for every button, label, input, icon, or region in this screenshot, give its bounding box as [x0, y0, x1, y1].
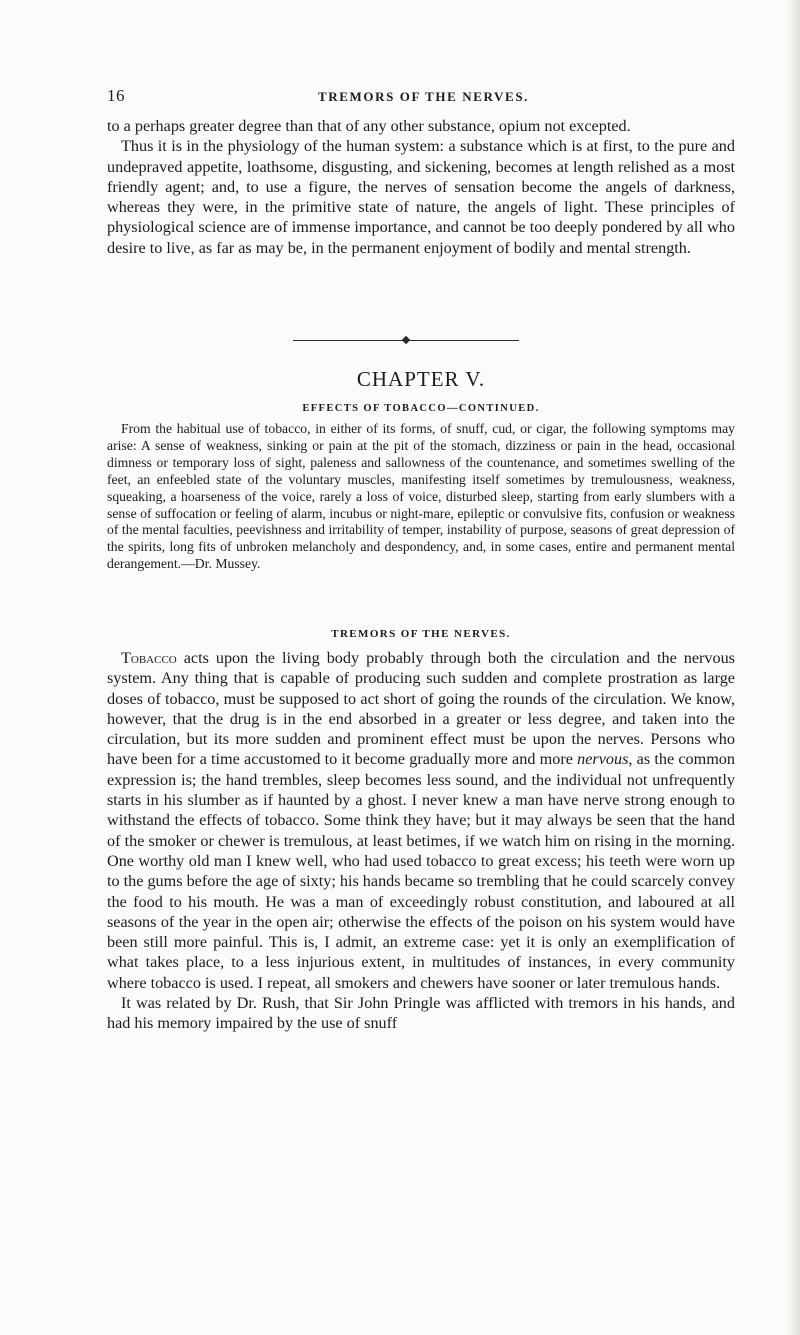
- section-divider-ornament: [402, 336, 410, 344]
- section-heading: TREMORS OF THE NERVES.: [331, 628, 511, 640]
- continued-text-block: [107, 116, 735, 258]
- chapter-summary-quote: From the habitual use of tobacco, in either of its forms, of snuff, cud, or cigar, the following symptoms may arise: A sense of weakness, sinking or pain at the pit of the stomach, dizziness or pain in the head, occasional dimness or temporary loss of sight, paleness and sallowness of the countenance, and sometimes swelling of the feet, an enfeebled state of the voluntary muscles, manifesting itself sometimes by tremulousness, weakness, squeaking, a hoarseness of the voice, rarely a loss of voice, disturbed sleep, starting from early slumbers with a sense of suffocation or feeling of alarm, incubus or night-mare, epileptic or convulsive fits, confusion or weakness of the mental faculties, peevishness and irritability of temper, instability of purpose, seasons of great depression of the spirits, long fits of unbroken melancholy and despondency, and, in some cases, entire and permanent mental derangement.—Dr. Mussey.: [107, 421, 735, 572]
- running-head: TREMORS OF THE NERVES.: [318, 89, 529, 104]
- rush-paragraph: It was related by Dr. Rush, that Sir John Pringle was afflicted with tremors in his hands, and had his memory impaired by the use of snuff: [107, 994, 735, 1033]
- page-header: [107, 86, 747, 110]
- paragraph-text-part-2: , as the common expression is; the hand trembles, sleep becomes less sound, and the individual not unfrequently starts in his slumber as if haunted by a ghost. I never knew a man have nerve strong enough to withstand the effects of tobacco. Some think they have; but it may always be seen that the hand of the smoker or chewer is tremulous, at least betimes, if we watch him on rising in the morning. One worthy old man I knew well, who had used tobacco to great excess; his teeth were worn up to the gums before the age of sixty; his hands became so trembling that he could scarcely convey the food to his mouth. He was a man of exceedingly robust constitution, and laboured at all seasons of the year in the open air; otherwise the effects of the poison on his system would have been still more painful. This is, I admit, an extreme case: yet it is only an exemplification of what takes place, to a less injurious extent, in multitudes of instances, in every community where tobacco is used. I repeat, all smokers and chewers have sooner or later tremulous hands.: [107, 750, 735, 992]
- physiology-paragraph: Thus it is in the physiology of the human system: a substance which is at first, to the pure and undepraved appetite, loathsome, disgusting, and sickening, becomes at length relished as a most friendly agent; and, to use a figure, the nerves of sensation become the angels of darkness, whereas they were, in the primitive state of nature, the angels of light. These principles of physiological science are of immense importance, and cannot be too deeply pondered by all who desire to live, as far as may be, in the permanent enjoyment of bodily and mental strength.: [107, 137, 735, 257]
- chapter-title: CHAPTER V.: [356, 367, 486, 391]
- page-number: 16: [107, 86, 125, 105]
- tremors-paragraph: [107, 648, 735, 993]
- page-edge-shadow: [786, 0, 800, 1335]
- lead-word: Tobacco: [121, 649, 177, 667]
- chapter-subtitle: EFFECTS OF TOBACCO—CONTINUED.: [302, 403, 540, 414]
- section-text-block: [107, 648, 735, 1034]
- paragraph-text-part-1: acts upon the living body probably through both the circulation and the nervous system. Any thing that is capable of producing such sudden and complete prostration as large doses of tobacco, must be supposed to act short of going the rounds of the circulation. We know, however, that the drug is in the end absorbed in a greater or less degree, and taken into the circulation, but its more sudden and prominent effect must be upon the nerves. Persons who have been for a time accustomed to it become gradually more and more: [107, 649, 735, 769]
- continued-paragraph: to a perhaps greater degree than that of any other substance, opium not excepted.: [107, 117, 631, 135]
- emphasized-word: nervous: [577, 750, 629, 769]
